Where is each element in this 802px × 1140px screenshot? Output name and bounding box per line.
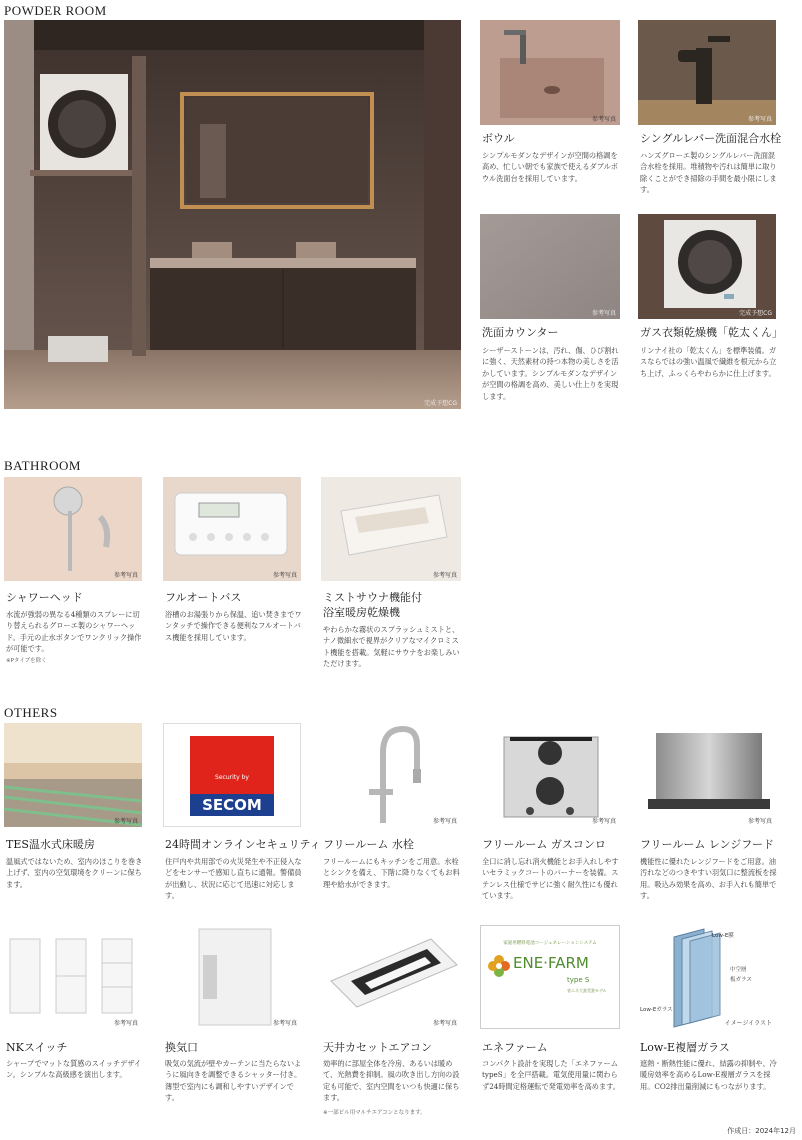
enefarm-desc: コンパクト設計を実現した「エネファームtypeS」を全戸搭載。電気使用量に関わらず24時間定格運転で発電効率を高めます。	[482, 1059, 620, 1091]
vent-photo	[163, 925, 301, 1029]
floor-heating-photo	[4, 723, 142, 827]
shower-desc: 水流が強弱の異なる4種類のスプレーに切り替えられるグローエ製のシャワーヘッド。手元の止水ボタンでワンクリック操作が可能です。	[6, 610, 142, 654]
counter-illustration	[480, 214, 620, 319]
floor-heating-desc: 温風式ではないため、室内のほこりを巻き上げず、室内の空気環境をクリーンに保ちます。	[6, 857, 143, 889]
counter-photo	[480, 214, 620, 319]
low-e-glass-desc: 遮熱・断熱性能に優れ、結露の抑制や、冷暖房効率を高めるLow-E複層ガラスを採用。CO2排出量削減にもつながります。	[640, 1059, 777, 1091]
secom-logo-box	[163, 723, 301, 827]
fullauto-illustration	[163, 477, 301, 581]
aircon-illustration	[321, 925, 461, 1029]
enefarm-logo-box	[480, 925, 620, 1029]
nk-switch-photo	[4, 925, 142, 1029]
faucet-title: シングルレバー洗面混合水栓	[640, 132, 782, 145]
range-hood-desc: 機能性に優れたレンジフードをご用意。油汚れなどのつきやすい羽気口に整流板を採用。吸込み効果を高め、お手入れも簡単です。	[640, 857, 777, 901]
gas-stove-illustration	[480, 723, 620, 827]
low-e-glass-illustration	[638, 925, 776, 1029]
section-title-powder: POWDER ROOM	[4, 3, 107, 18]
dryer-photo-caption: 完成予想CG	[739, 310, 772, 317]
faucet-desc: ハンズグローエ製のシングルレバー洗面混合水栓を採用。堆積物や汚れは簡単に取り除くことができ掃除の手間を最小限にします。	[640, 151, 777, 195]
bowl-illustration	[480, 20, 620, 125]
shower-illustration	[4, 477, 142, 581]
dryer-desc: リンナイ社の「乾太くん」を標準装備。ガスならではの強い温風で繊維を根元から立ち上げ、ふっくらやわらかに仕上げます。	[640, 346, 777, 378]
enefarm-logo-brand: ENE·FARM	[513, 954, 589, 972]
label-plate-glass: 板ガラス	[730, 977, 752, 983]
mist-sauna-desc: やわらかな霧状のスプラッシュミストと、ナノ微細水で視界がクリアなマイクロミスト機能を搭載。気軽にサウナをお楽しみいただけます。	[323, 625, 460, 669]
aircon-note: ※一部ピル用マルチエアコンとなります。	[323, 1110, 426, 1116]
shower-note: ※Pタイプを除く	[6, 658, 47, 664]
fullauto-photo-caption: 参考写真	[272, 572, 297, 579]
counter-photo-caption: 参考写真	[591, 310, 616, 317]
label-low-e-glass: Low-Eガラス	[640, 1007, 673, 1013]
shower-title: シャワーヘッド	[6, 591, 83, 604]
range-hood-title: フリールーム レンジフード	[640, 838, 774, 851]
faucet-photo	[638, 20, 776, 125]
nk-switch-desc: シャープでマットな質感のスイッチデザイン。シンプルな高級感を演出します。	[6, 1059, 142, 1080]
range-hood-photo	[638, 723, 776, 827]
footer-date: 作成日：2024年12月	[727, 1127, 796, 1135]
water-faucet-photo	[321, 723, 461, 827]
vent-title: 換気口	[165, 1041, 198, 1054]
main-photo-caption: 完成予想CG	[424, 400, 457, 407]
range-hood-illustration	[638, 723, 776, 827]
enefarm-logo-sub: 省エネ大賞受賞モデル	[567, 988, 607, 993]
dryer-title: ガス衣類乾燥機「乾太くん」	[640, 326, 783, 339]
aircon-photo	[321, 925, 461, 1029]
fullauto-title: フルオートバス	[165, 591, 242, 604]
security-desc: 住戸内や共用部での火災発生や不正侵入などをセンサーで感知し直ちに通報。警備員が出動し、状況に応じて迅速に対応します。	[165, 857, 302, 901]
dryer-illustration	[638, 214, 776, 319]
fullauto-photo	[163, 477, 301, 581]
nk-switch-illustration	[4, 925, 142, 1029]
gas-stove-photo	[480, 723, 620, 827]
label-hollow-layer: 中空層	[730, 967, 747, 973]
shower-photo-caption: 参考写真	[113, 572, 138, 579]
mist-sauna-title2: 浴室暖房乾燥機	[323, 606, 400, 619]
powder-room-main-photo	[4, 20, 461, 409]
mist-sauna-photo-caption: 参考写真	[432, 572, 457, 579]
low-e-glass-photo	[638, 925, 776, 1029]
powder-card-bowl	[480, 20, 620, 140]
nk-switch-title: NKスイッチ	[6, 1041, 68, 1054]
secom-logo-text: SECOM	[190, 794, 274, 816]
floor-heating-illustration	[4, 723, 142, 827]
secom-logo-red	[190, 736, 274, 794]
secom-logo-small: Security by	[215, 774, 249, 781]
enefarm-title: エネファーム	[482, 1041, 548, 1054]
nk-switch-photo-caption: 参考写真	[113, 1020, 138, 1027]
bowl-photo-caption: 参考写真	[591, 116, 616, 123]
enefarm-flower-icon	[487, 954, 511, 978]
bowl-desc: シンプルモダンなデザインが空間の格調を高め、忙しい朝でも家族で使えるダブルボウル洗面台を採用しています。	[482, 151, 618, 183]
low-e-glass-title: Low-E複層ガラス	[640, 1041, 730, 1054]
mist-sauna-title: ミストサウナ機能付	[323, 591, 422, 604]
water-faucet-illustration	[321, 723, 461, 827]
mist-sauna-photo	[321, 477, 461, 581]
fullauto-desc: 浴槽のお湯張りから保温、追い焚きまでワンタッチで操作できる便利なフルオートバス機能を採用しています。	[165, 610, 302, 642]
vent-photo-caption: 参考写真	[272, 1020, 297, 1027]
vent-desc: 吸気の気流が壁やカーテンに当たらないように風向きを調整できるシャッター付き。薄型で室内にも調和しやすいデザインです。	[165, 1059, 302, 1103]
bowl-title: ボウル	[482, 132, 515, 145]
gas-stove-photo-caption: 参考写真	[591, 818, 616, 825]
floor-heating-photo-caption: 参考写真	[113, 818, 138, 825]
vent-illustration	[163, 925, 301, 1029]
range-hood-photo-caption: 参考写真	[747, 818, 772, 825]
dryer-photo	[638, 214, 776, 319]
aircon-photo-caption: 参考写真	[432, 1020, 457, 1027]
water-faucet-desc: フリールームにもキッチンをご用意。水栓とシンクを備え、下階に降りなくてもお料理や給水ができます。	[323, 857, 460, 889]
counter-desc: シーザーストーンは、汚れ、傷、ひび割れに強く、天然素材の持つ本物の美しさを活かしています。シンプルモダンなデザインが空間の格調を高め、美しい仕上りを実現します。	[482, 346, 619, 401]
shower-photo	[4, 477, 142, 581]
powder-room-illustration	[4, 20, 461, 409]
section-title-bath: BATHROOM	[4, 458, 81, 473]
aircon-desc: 効率的に部屋全体を冷房、あるいは暖めて、光熱費を抑制。風の吹き出し方向の設定も可能で、室内空間をいつも快適に保ちます。	[323, 1059, 460, 1103]
security-title: 24時間オンラインセキュリティ	[165, 838, 321, 851]
aircon-title: 天井カセットエアコン	[323, 1041, 433, 1054]
mist-sauna-illustration	[321, 477, 461, 581]
section-title-others: OTHERS	[4, 705, 58, 720]
faucet-illustration	[638, 20, 776, 125]
faucet-photo-caption: 参考写真	[747, 116, 772, 123]
gas-stove-desc: 全口に消し忘れ消火機能とお手入れしやすいセラミックコートのバーナーを装備。ステンレス仕様でサビに強く耐久性にも優れています。	[482, 857, 619, 901]
water-faucet-title: フリールーム 水栓	[323, 838, 414, 851]
low-e-glass-caption: イメージイラスト	[724, 1020, 772, 1027]
gas-stove-title: フリールーム ガスコンロ	[482, 838, 606, 851]
enefarm-logo-type: type S	[567, 976, 590, 984]
floor-heating-title: TES温水式床暖房	[6, 838, 95, 851]
bowl-photo	[480, 20, 620, 125]
counter-title: 洗面カウンター	[482, 326, 559, 339]
label-low-e-film: Low-E膜	[712, 933, 734, 939]
water-faucet-photo-caption: 参考写真	[432, 818, 457, 825]
enefarm-logo-top: 家庭用燃料電池コージェネレーションシステム	[503, 941, 597, 946]
